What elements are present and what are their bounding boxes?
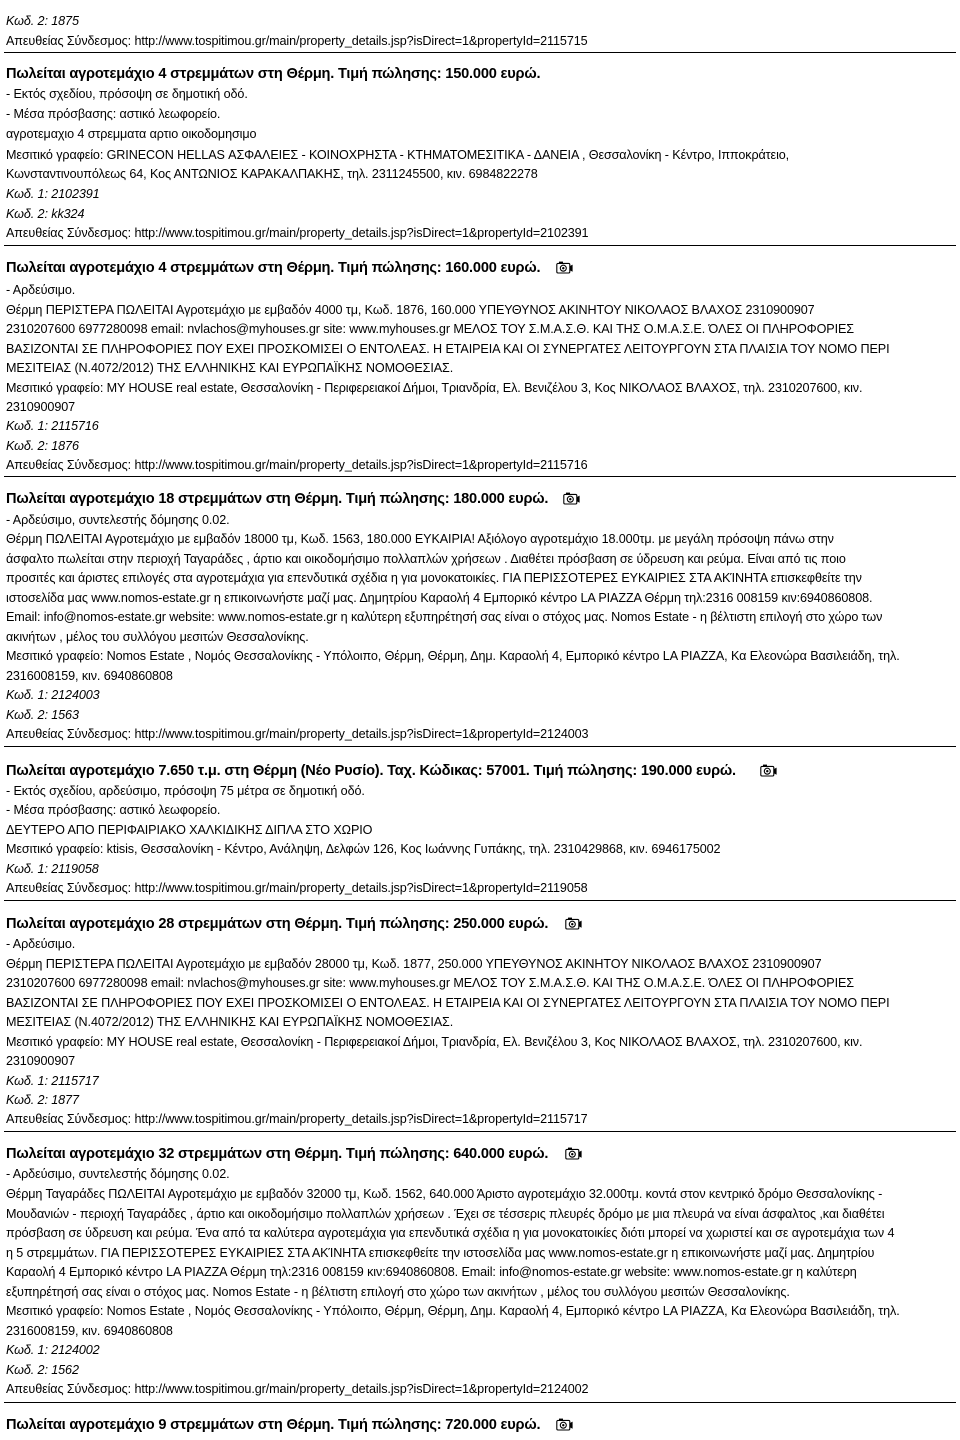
listing-code2: Κωδ. 2: kk324 bbox=[6, 207, 85, 221]
camera-icon[interactable] bbox=[760, 764, 777, 777]
listing-line: ΜΕΣΙΤΕΙΑΣ (Ν.4072/2012) ΤΗΣ ΕΛΛΗΝΙΚΗΣ ΚΑΙ ΕΥΡΩΠΑΪΚΗΣ ΝΟΜΟΘΕΣΙΑΣ. bbox=[6, 361, 454, 375]
listing-line: - Αρδεύσιμο. bbox=[6, 937, 76, 951]
listing-line: Μεσιτικό γραφείο: MY HOUSE real estate, Θεσσαλονίκη - Περιφερειακοί Δήμοι, Τριανδρία, Ελ. Βενιζέλου 3, Κος ΝΙΚΟΛΑΟΣ ΒΛΑΧΟΣ, τηλ. 2310207600, κιν. bbox=[6, 381, 863, 395]
listing-line: ΔΕΥΤΕΡΟ ΑΠΟ ΠΕΡΙΦΑΙΡΙΑΚΟ ΧΑΛΚΙΔΙΚΗΣ ΔΙΠΛΑ ΣΤΟ ΧΩΡΙΟ bbox=[6, 823, 373, 837]
listing-title: Πωλείται αγροτεμάχιο 4 στρεμμάτων στη Θέρμη. Τιμή πώλησης: 160.000 ευρώ. bbox=[6, 260, 541, 276]
camera-icon[interactable] bbox=[563, 492, 580, 505]
top-direct-link[interactable]: Απευθείας Σύνδεσμος: http://www.tospitimou.gr/main/property_details.jsp?isDirect=1&propertyId=2115715 bbox=[6, 34, 588, 48]
listing-line: 2310207600 6977280098 email: nvlachos@myhouses.gr site: www.myhouses.gr ΜΕΛΟΣ ΤΟΥ Σ.Μ.Α.Σ.Θ. ΚΑΙ ΤΗΣ Ο.Μ.Α.Σ.Ε. ΌΛΕΣ ΟΙ ΠΛΗΡΟΦΟΡΙΕΣ bbox=[6, 322, 854, 336]
listing-line: 2316008159, κιν. 6940860808 bbox=[6, 669, 173, 683]
listing-code2: Κωδ. 2: 1563 bbox=[6, 708, 79, 722]
divider bbox=[4, 245, 956, 246]
listing-line: 2310900907 bbox=[6, 400, 76, 414]
listing-line: πρόσβαση σε ύδρευση και ρεύμα. Ένα από τα καλύτερα αγροτεμάχια για επενδυτικά σχέδια η για μονοκατοικίες διότι μπορεί να χωριστεί και σε αγροτεμάχια των 4 bbox=[6, 1226, 895, 1240]
listing-code2: Κωδ. 2: 1876 bbox=[6, 439, 79, 453]
listing-line: Email: info@nomos-estate.gr website: www.nomos-estate.gr η καλύτερη εξυπηρέτησή σας είναι ο στόχος μας. Nomos Estate - η βέλτιστη επιλογή στο χώρο των bbox=[6, 610, 883, 624]
listing-line: Θέρμη ΠΩΛΕΙΤΑΙ Αγροτεμάχιο με εμβαδόν 18000 τμ, Κωδ. 1563, 180.000 ΕΥΚΑΙΡΙΑ! Αξιόλογο αγροτεμάχιο 18.000τμ. με μεγάλη πρόσοψη πάνω στην bbox=[6, 532, 834, 546]
listing-line: - Μέσα πρόσβασης: αστικό λεωφορείο. bbox=[6, 107, 221, 121]
divider bbox=[4, 746, 956, 747]
listing-line: προσιτές και άριστες επιλογές στα αγροτεμάχια για επενδυτικά σχέδια η για μονοκατοικίες. ΓΙΑ ΠΕΡΙΣΣΟΤΕΡΕΣ ΕΥΚΑΙΡΙΕΣ ΣΤΑ ΑΚΊΝΗΤΑ επισκεφθείτε την bbox=[6, 571, 862, 585]
listing-direct-link[interactable]: Απευθείας Σύνδεσμος: http://www.tospitimou.gr/main/property_details.jsp?isDirect=1&propertyId=2124003 bbox=[6, 727, 589, 741]
listing-line: Θέρμη ΠΕΡΙΣΤΕΡΑ ΠΩΛΕΙΤΑΙ Αγροτεμάχιο με εμβαδόν 28000 τμ, Κωδ. 1877, 250.000 ΥΠΕΥΘΥΝΟΣ ΑΚΙΝΗΤΟΥ ΝΙΚΟΛΑΟΣ ΒΛΑΧΟΣ 2310900907 bbox=[6, 957, 822, 971]
listing-line: ΒΑΣΙΖΟΝΤΑΙ ΣΕ ΠΛΗΡΟΦΟΡΙΕΣ ΠΟΥ ΕΧΕΙ ΠΡΟΣΚΟΜΙΣΕΙ Ο ΕΝΤΟΛΕΑΣ. Η ΕΤΑΙΡΕΙΑ ΚΑΙ ΟΙ ΣΥΝΕΡΓΑΤΕΣ ΛΕΙΤΟΥΡΓΟΥΝ ΣΤΑ ΠΛΑΙΣΙΑ ΤΟΥ ΝΟΜΟ ΠΕΡΙ bbox=[6, 996, 890, 1010]
listing-direct-link[interactable]: Απευθείας Σύνδεσμος: http://www.tospitimou.gr/main/property_details.jsp?isDirect=1&propertyId=2102391 bbox=[6, 226, 589, 240]
listing-line: αγροτεμαχιο 4 στρεμματα αρτιο οικοδομησιμο bbox=[6, 127, 257, 141]
listing-line: 2316008159, κιν. 6940860808 bbox=[6, 1324, 173, 1338]
listing-code2: Κωδ. 2: 1877 bbox=[6, 1093, 79, 1107]
listing-line: Μεσιτικό γραφείο: Nomos Estate , Νομός Θεσσαλονίκης - Υπόλοιπο, Θέρμη, Θέρμη, Δημ. Καραολή 4, Εμπορικό κέντρο LA PIAZZA, Κα Ελεονώρα Βασιλειάδη, τηλ. bbox=[6, 649, 900, 663]
listing-line: Καραολή 4 Εμπορικό κέντρο LA PIAZZA Θέρμη τηλ:2316 008159 κιν:6940860808. Email: info@nomos-estate.gr website: www.nomos-estate.gr η καλύτερη bbox=[6, 1265, 857, 1279]
listing-line: ακινήτων , μέλος του συλλόγου μεσιτών Θεσσαλονίκης. bbox=[6, 630, 309, 644]
listing-line: - Εκτός σχεδίου, αρδεύσιμο, πρόσοψη 75 μέτρα σε δημοτική οδό. bbox=[6, 784, 365, 798]
listing-direct-link[interactable]: Απευθείας Σύνδεσμος: http://www.tospitimou.gr/main/property_details.jsp?isDirect=1&propertyId=2119058 bbox=[6, 881, 588, 895]
listing-line: Μεσιτικό γραφείο: MY HOUSE real estate, Θεσσαλονίκη - Περιφερειακοί Δήμοι, Τριανδρία, Ελ. Βενιζέλου 3, Κος ΝΙΚΟΛΑΟΣ ΒΛΑΧΟΣ, τηλ. 2310207600, κιν. bbox=[6, 1035, 863, 1049]
listing-line: εξυπηρέτησή σας είναι ο στόχος μας. Nomos Estate - η βέλτιστη επιλογή στο χώρο των ακινήτων , μέλος του συλλόγου μεσιτών Θεσσαλονίκης. bbox=[6, 1285, 790, 1299]
listing-line: Μουδανιών - περιοχή Ταγαράδες , άρτιο και οικοδομήσιμο πολλαπλών χρήσεων . Έχει σε τέσσερις πλευρές δρόμο με μια πλευρά να είναι άσφαλτος ,και διαθέτει bbox=[6, 1207, 885, 1221]
divider bbox=[4, 476, 956, 477]
listing-direct-link[interactable]: Απευθείας Σύνδεσμος: http://www.tospitimou.gr/main/property_details.jsp?isDirect=1&propertyId=2115716 bbox=[6, 458, 588, 472]
listing-line: ΜΕΣΙΤΕΙΑΣ (Ν.4072/2012) ΤΗΣ ΕΛΛΗΝΙΚΗΣ ΚΑΙ ΕΥΡΩΠΑΪΚΗΣ ΝΟΜΟΘΕΣΙΑΣ. bbox=[6, 1015, 454, 1029]
listing-direct-link[interactable]: Απευθείας Σύνδεσμος: http://www.tospitimou.gr/main/property_details.jsp?isDirect=1&propertyId=2115717 bbox=[6, 1112, 588, 1126]
camera-icon[interactable] bbox=[565, 1147, 582, 1160]
listing-line: 2310207600 6977280098 email: nvlachos@myhouses.gr site: www.myhouses.gr ΜΕΛΟΣ ΤΟΥ Σ.Μ.Α.Σ.Θ. ΚΑΙ ΤΗΣ Ο.Μ.Α.Σ.Ε. ΌΛΕΣ ΟΙ ΠΛΗΡΟΦΟΡΙΕΣ bbox=[6, 976, 854, 990]
top-code2: Κωδ. 2: 1875 bbox=[6, 14, 79, 28]
listing-line: Μεσιτικό γραφείο: Nomos Estate , Νομός Θεσσαλονίκης - Υπόλοιπο, Θέρμη, Θέρμη, Δημ. Καραολή 4, Εμπορικό κέντρο LA PIAZZA, Κα Ελεονώρα Βασιλειάδη, τηλ. bbox=[6, 1304, 900, 1318]
listing-code1: Κωδ. 1: 2124003 bbox=[6, 688, 100, 702]
camera-icon[interactable] bbox=[556, 261, 573, 274]
listing-code1: Κωδ. 1: 2119058 bbox=[6, 862, 99, 876]
listing-line: - Αρδεύσιμο, συντελεστής δόμησης 0.02. bbox=[6, 513, 230, 527]
camera-icon[interactable] bbox=[565, 917, 582, 930]
listing-title: Πωλείται αγροτεμάχιο 18 στρεμμάτων στη Θέρμη. Τιμή πώλησης: 180.000 ευρώ. bbox=[6, 491, 549, 507]
camera-icon[interactable] bbox=[556, 1418, 573, 1431]
divider bbox=[4, 900, 956, 901]
listing-direct-link[interactable]: Απευθείας Σύνδεσμος: http://www.tospitimou.gr/main/property_details.jsp?isDirect=1&propertyId=2124002 bbox=[6, 1382, 589, 1396]
listing-line: - Μέσα πρόσβασης: αστικό λεωφορείο. bbox=[6, 803, 221, 817]
listing-title: Πωλείται αγροτεμάχιο 4 στρεμμάτων στη Θέρμη. Τιμή πώλησης: 150.000 ευρώ. bbox=[6, 66, 541, 82]
listing-line: ιστοσελίδα μας www.nomos-estate.gr η επικοινωνήστε μαζί μας. Δημητρίου Καραολή 4 Εμπορικό κέντρο LA PIAZZA Θέρμη τηλ:2316 008159 κιν:6940860808. bbox=[6, 591, 873, 605]
listing-code1: Κωδ. 1: 2115717 bbox=[6, 1074, 99, 1088]
divider bbox=[4, 1131, 956, 1132]
listing-code1: Κωδ. 1: 2102391 bbox=[6, 187, 100, 201]
listing-line: ΒΑΣΙΖΟΝΤΑΙ ΣΕ ΠΛΗΡΟΦΟΡΙΕΣ ΠΟΥ ΕΧΕΙ ΠΡΟΣΚΟΜΙΣΕΙ Ο ΕΝΤΟΛΕΑΣ. Η ΕΤΑΙΡΕΙΑ ΚΑΙ ΟΙ ΣΥΝΕΡΓΑΤΕΣ ΛΕΙΤΟΥΡΓΟΥΝ ΣΤΑ ΠΛΑΙΣΙΑ ΤΟΥ ΝΟΜΟ ΠΕΡΙ bbox=[6, 342, 890, 356]
listing-line: η 5 στρεμμάτων. ΓΙΑ ΠΕΡΙΣΣΟΤΕΡΕΣ ΕΥΚΑΙΡΙΕΣ ΣΤΑ ΑΚΊΝΗΤΑ επισκεφθείτε την ιστοσελίδα μας www.nomos-estate.gr η επικοινωνήστε μαζί μας. Δημητρίου bbox=[6, 1246, 875, 1260]
listing-line: Μεσιτικό γραφείο: ktisis, Θεσσαλονίκη - Κέντρο, Ανάληψη, Δελφών 126, Κος Ιωάννης Γυπάκης, τηλ. 2310429868, κιν. 6946175002 bbox=[6, 842, 721, 856]
listing-code1: Κωδ. 1: 2124002 bbox=[6, 1343, 100, 1357]
listing-line: - Εκτός σχεδίου, πρόσοψη σε δημοτική οδό. bbox=[6, 87, 248, 101]
listing-code2: Κωδ. 2: 1562 bbox=[6, 1363, 79, 1377]
listing-title: Πωλείται αγροτεμάχιο 28 στρεμμάτων στη Θέρμη. Τιμή πώλησης: 250.000 ευρώ. bbox=[6, 916, 549, 932]
listing-title: Πωλείται αγροτεμάχιο 32 στρεμμάτων στη Θέρμη. Τιμή πώλησης: 640.000 ευρώ. bbox=[6, 1146, 549, 1162]
listing-line: - Αρδεύσιμο. bbox=[6, 283, 76, 297]
listing-line: 2310900907 bbox=[6, 1054, 76, 1068]
divider bbox=[4, 52, 956, 53]
listing-line: άσφαλτο πωλείται στην περιοχή Ταγαράδες , άρτιο και οικοδομήσιμο πολλαπλών χρήσεων . Διαθέτει πρόσβαση σε ύδρευση και ρεύμα. Είναι από τις ποιο bbox=[6, 552, 846, 566]
listing-line: Μεσιτικό γραφείο: GRINECON HELLAS ΑΣΦΑΛΕΙΕΣ - ΚΟΙΝΟΧΡΗΣΤΑ - ΚΤΗΜΑΤΟΜΕΣΙΤΙΚΑ - ΔΑΝΕΙΑ , Θεσσαλονίκη - Κέντρο, Ιπποκράτειο, bbox=[6, 148, 790, 162]
listing-line: Κωνσταντινουπόλεως 64, Κος ΑΝΤΩΝΙΟΣ ΚΑΡΑΚΑΛΠΑΚΗΣ, τηλ. 2311245500, κιν. 6984822278 bbox=[6, 167, 538, 181]
divider bbox=[4, 1402, 956, 1403]
listing-line: Θέρμη ΠΕΡΙΣΤΕΡΑ ΠΩΛΕΙΤΑΙ Αγροτεμάχιο με εμβαδόν 4000 τμ, Κωδ. 1876, 160.000 ΥΠΕΥΘΥΝΟΣ ΑΚΙΝΗΤΟΥ ΝΙΚΟΛΑΟΣ ΒΛΑΧΟΣ 2310900907 bbox=[6, 303, 815, 317]
listing-code1: Κωδ. 1: 2115716 bbox=[6, 419, 99, 433]
listing-title: Πωλείται αγροτεμάχιο 7.650 τ.μ. στη Θέρμη (Νέο Ρυσίο). Ταχ. Κώδικας: 57001. Τιμή πώλησης: 190.000 ευρώ. bbox=[6, 763, 736, 779]
listing-title: Πωλείται αγροτεμάχιο 9 στρεμμάτων στη Θέρμη. Τιμή πώλησης: 720.000 ευρώ. bbox=[6, 1417, 541, 1433]
listing-line: - Αρδεύσιμο, συντελεστής δόμησης 0.02. bbox=[6, 1167, 230, 1181]
listing-line: Θέρμη Ταγαράδες ΠΩΛΕΙΤΑΙ Αγροτεμάχιο με εμβαδόν 32000 τμ, Κωδ. 1562, 640.000 Άριστο αγροτεμάχιο 32.000τμ. κοντά στον κεντρικό δρόμο Θεσσαλονίκης - bbox=[6, 1187, 883, 1201]
